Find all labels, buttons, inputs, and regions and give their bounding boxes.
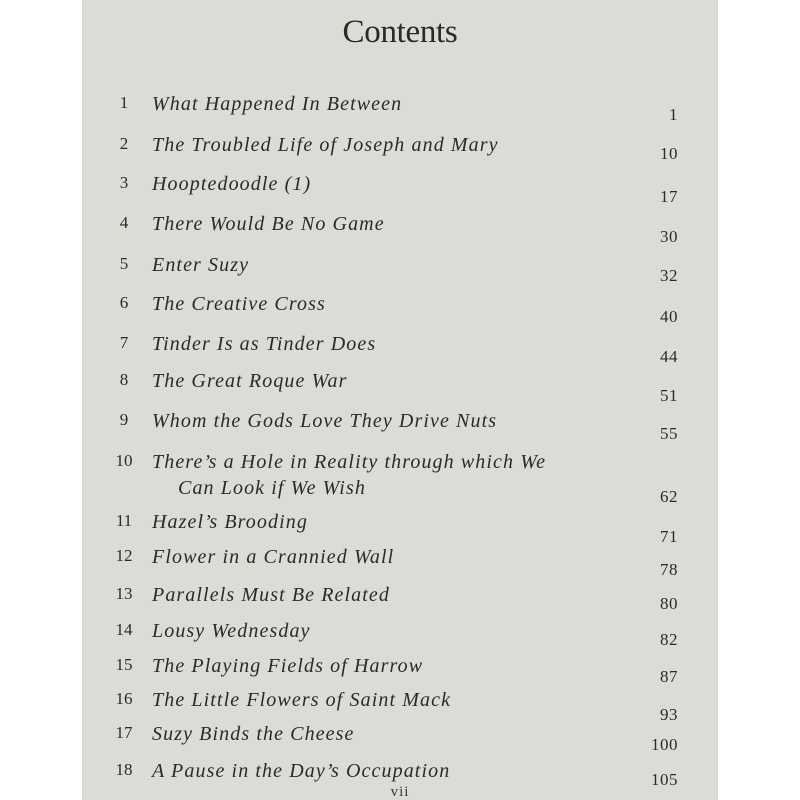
chapter-title: Enter Suzy xyxy=(152,254,250,276)
toc-entry xyxy=(82,655,718,685)
page-number: 105 xyxy=(651,770,678,789)
chapter-title: Parallels Must Be Related xyxy=(152,584,391,606)
chapter-title: The Troubled Life of Joseph and Mary xyxy=(152,134,499,156)
chapter-title: The Great Roque War xyxy=(152,370,348,392)
chapter-number: 14 xyxy=(115,620,133,639)
toc-entry xyxy=(82,584,718,614)
toc-entry xyxy=(82,511,718,546)
chapter-title: Lousy Wednesday xyxy=(152,620,311,642)
page-number: 55 xyxy=(660,424,678,443)
toc-entry xyxy=(82,93,718,123)
chapter-title: Flower in a Crannied Wall xyxy=(152,546,395,568)
page-number: 10 xyxy=(660,144,678,163)
page-number: 51 xyxy=(660,386,678,405)
page-number: 87 xyxy=(660,667,678,686)
chapter-number: 15 xyxy=(115,655,133,674)
chapter-title: Tinder Is as Tinder Does xyxy=(152,333,377,355)
chapter-title: The Playing Fields of Harrow xyxy=(152,655,424,677)
page-number: 93 xyxy=(660,705,678,724)
chapter-number: 6 xyxy=(119,293,129,312)
toc-entry xyxy=(82,689,718,724)
page-folio: vii xyxy=(390,784,410,800)
chapter-title: Whom the Gods Love They Drive Nuts xyxy=(152,410,498,432)
page-number: 40 xyxy=(660,307,678,326)
contents-heading: Contents xyxy=(342,14,458,50)
chapter-number: 12 xyxy=(115,546,133,565)
page-number: 62 xyxy=(660,487,678,506)
toc-entry xyxy=(82,134,718,164)
toc-entry xyxy=(82,370,718,405)
chapter-number: 5 xyxy=(119,254,129,273)
page-number: 30 xyxy=(660,227,678,246)
chapter-title: A Pause in the Day’s Occupation xyxy=(152,760,451,782)
chapter-title: There Would Be No Game xyxy=(152,213,385,235)
book-page xyxy=(82,0,718,800)
chapter-number: 8 xyxy=(119,370,129,389)
toc-entry xyxy=(82,173,718,206)
chapter-number: 17 xyxy=(115,723,133,742)
chapter-number: 9 xyxy=(119,410,129,429)
chapter-title: The Little Flowers of Saint Mack xyxy=(152,689,452,711)
chapter-title-continuation: Can Look if We Wish xyxy=(178,477,366,499)
page-number: 78 xyxy=(660,560,678,579)
toc-entry xyxy=(82,451,718,507)
chapter-number: 4 xyxy=(119,213,129,232)
page-number: 1 xyxy=(669,105,678,124)
chapter-number: 10 xyxy=(115,451,133,470)
chapter-title: There’s a Hole in Reality through which We xyxy=(152,451,547,473)
chapter-number: 11 xyxy=(115,511,133,530)
toc-entry xyxy=(82,333,718,366)
chapter-number: 18 xyxy=(115,760,133,779)
page-number: 80 xyxy=(660,594,678,613)
chapter-number: 7 xyxy=(119,333,129,352)
chapter-title: Suzy Binds the Cheese xyxy=(152,723,355,745)
toc-entry xyxy=(82,213,718,246)
toc-entry xyxy=(82,723,718,753)
page-number: 17 xyxy=(660,187,678,206)
page-number: 100 xyxy=(651,735,678,754)
chapter-number: 16 xyxy=(115,689,133,708)
page-number: 44 xyxy=(660,347,678,366)
toc-entry xyxy=(82,254,718,284)
page-number: 71 xyxy=(660,527,678,546)
chapter-number: 1 xyxy=(119,93,129,112)
page-number: 32 xyxy=(660,266,678,285)
chapter-number: 2 xyxy=(119,134,129,153)
chapter-title: The Creative Cross xyxy=(152,293,326,315)
toc-entry xyxy=(82,293,718,326)
chapter-title: Hazel’s Brooding xyxy=(152,511,308,533)
chapter-number: 13 xyxy=(115,584,133,603)
page-number: 82 xyxy=(660,630,678,649)
chapter-title: Hooptedoodle (1) xyxy=(152,173,312,195)
chapter-title: What Happened In Between xyxy=(152,93,403,115)
chapter-number: 3 xyxy=(119,173,129,192)
toc-entry xyxy=(82,620,718,650)
toc-entry xyxy=(82,410,718,443)
toc-entry xyxy=(82,546,718,579)
